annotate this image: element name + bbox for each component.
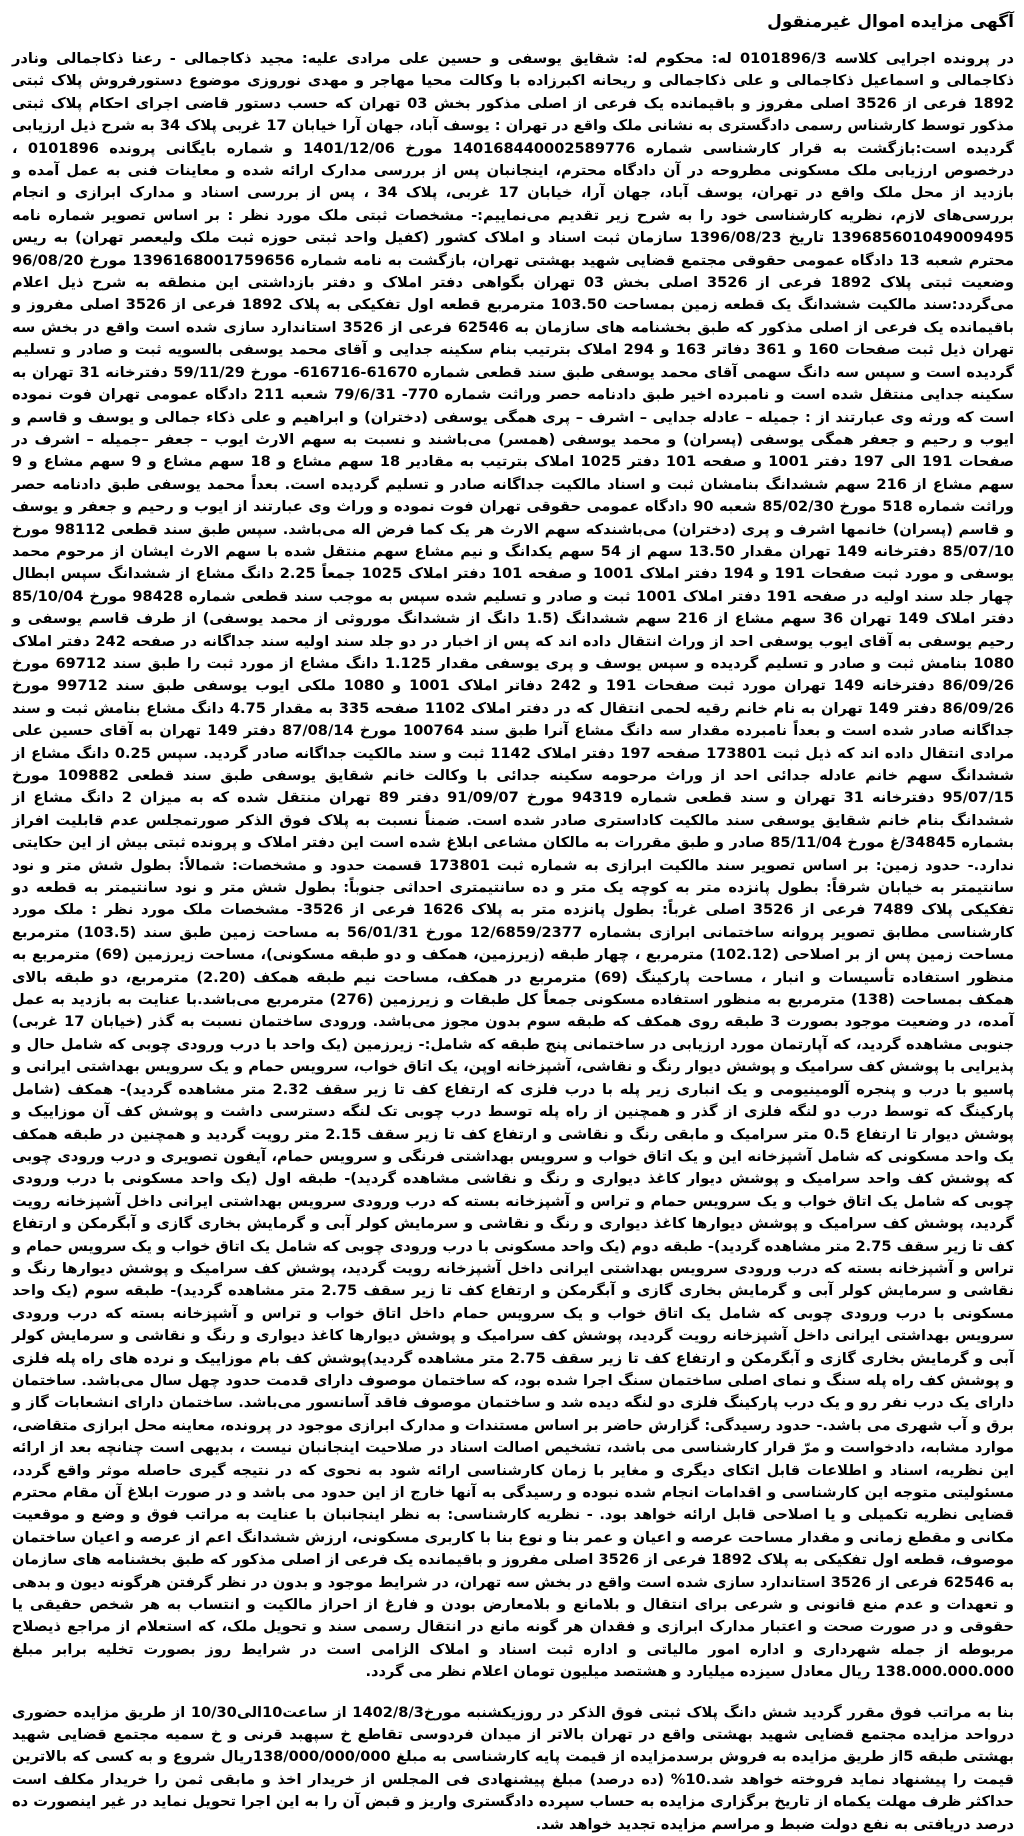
- auction-terms-paragraph: بنا به مراتب فوق مقرر گردید شش دانگ پلاک ثبتی فوق الذکر در روزیکشنبه مورخ1402/8/3 از ساعت10الی10/30 از طریق مزایده حضوری درواحد مزایده مجتمع قضایی شهید بهشتی واقع در تهران بالاتر از میدان فردوسی تقاطع خ سپهبد قرنی و خ سمیه مجتمع قضایی شهید بهشتی طبقه 5از طریق مزایده به فروش برسدمزایده از قیمت پایه کارشناسی به مبلغ 138/000/000/000ریال شروع و به کسی که بالاترین قیمت را پیشنهاد نماید فروخته خواهد شد.10% (ده درصد) مبلغ پیشنهادی فی المجلس از خریدار اخذ و مابقی ثمن را خریدار مکلف است حداکثر ظرف مهلت یکماه از تاریخ برگزاری مزایده به حساب سپرده دادگستری واریز و قبض آن را به این اجرا تحویل نماید در غیر اینصورت ده درصد دریافتی به نفع دولت ضبط و مراسم مزایده تجدید خواهد شد.: [12, 1703, 1014, 1833]
- notice-body-paragraph: در پرونده اجرایی کلاسه 0101896/3 له: محکوم له: شقایق یوسفی و حسین علی مرادی علیه: مجید ذکاجمالی - رعنا ذکاجمالی ونادر ذکاجمالی و اسماعیل ذکاجمالی و علی ذکاجمالی و ریحانه اکبرزاده با وکالت محیا مهاجر و مهدی نوروزی موضوع دستورفروش پلاک ثبتی 1892 فرعی از 3526 اصلی مفروز و باقیمانده یک فرعی از اصلی مذکور بخش 03 تهران که حسب دستور قاضی اجرای احکام پلاک ثبتی مذکور توسط کارشناس رسمی دادگستری به نشانی ملک واقع در تهران : یوسف آباد، جهان آرا خیابان 17 غربی پلاک 34 به شرح ذیل ارزیابی گردیده است:بازگشت به قرار کارشناسی شماره 140168440002589776 مورخ 1401/12/06 و شماره بایگانی پرونده 0101896 ، درخصوص ارزیابی ملک مسکونی مطروحه در آن دادگاه محترم، اینجانبان پس از بررسی مدارک ارائه شده و معاینات فنی به عمل آمده و بازدید از محل ملک واقع در تهران، یوسف آباد، جهان آرا، خیابان 17 غربی، پلاک 34 ، پس از بررسی اسناد و مدارک ابرازی و انجام بررسی‌های لازم، نظریه کارشناسی خود را به شرح زیر تقدیم می‌نماییم:- مشخصات ثبتی ملک مورد نظر : بر اساس تصویر شماره نامه 139685601049009495 تاریخ 1396/08/23 سازمان ثبت اسناد و املاک کشور (کفیل واحد ثبتی حوزه ثبت ملک ولیعصر تهران) به ریس محترم شعبه 13 دادگاه عمومی حقوقی مجتمع قضایی شهید بهشتی تهران، بازگشت به نامه شماره 139616800175​9656 مورخ 96/08/20 وضعیت ثبتی پلاک 1892 فرعی از 3526 اصلی بخش 03 تهران بگواهی دفتر املاک و دفتر بازداشتی این منطقه به شرح ذیل اعلام می‌گردد:سند مالکیت ششدانگ یک قطعه زمین بمساحت 103.50 مترمربع قطعه اول تفکیکی به پلاک 1892 فرعی از 3526 اصلی مفروز و باقیمانده یک فرعی از اصلی مذکور که طبق بخشنامه های سازمان به 62546 فرعی از 3526 استاندارد سازی شده است واقع در بخش سه تهران ذیل ثبت صفحات 160 و 361 دفاتر 163 و 294 املاک بترتیب بنام سکینه جدایی و آقای محمد یوسفی بالسویه ثبت و صادر و تسلیم گردیده است و سپس سه دانگ سهمی آقای محمد یوسفی طبق سند قطعی شماره 61670-616716- مورخ 59/11/29 دفترخانه 31 تهران به سکینه جدایی منتقل شده است و نامبرده اخیر طبق دادنامه حصر وراثت شماره 770- 79/6/31 شعبه 211 دادگاه عمومی تهران فوت نموده است که ورثه وی عبارتند از : جمیله – عادله جدایی – اشرف – پری همگی یوسفی (دختران) و ابراهیم و علی ذکاء جمالی و یوسف و قاسم و ایوب و رحیم و جعفر همگی یوسفی (پسران) و محمد یوسفی (همسر) می‌باشند و نسبت به سهم الارث ایوب – جعفر –جمیله – اشرف در صفحات 191 الی 197 دفتر 1001 و صفحه 101 دفتر 1025 املاک بترتیب به مقادیر 18 سهم مشاع و 18 سهم مشاع و 9 سهم مشاع و 9 سهم مشاع از 216 سهم ششدانگ بنامشان ثبت و اسناد مالکیت جداگانه صادر و تسلیم گردیده است. بعداً محمد یوسفی طبق دادنامه حصر وراثت شماره 518 مورخ 85/02/30 شعبه 90 دادگاه عمومی حقوقی تهران فوت نموده و وراث وی عبارتند از ایوب و رحیم و جعفر و یوسف و قاسم (پسران) خانمها اشرف و پری (دختران) می‌باشندکه سهم الارث هر یک کما فرض اله می‌باشد. سپس طبق سند قطعی 98112 مورخ 85/07/10 دفترخانه 149 تهران مقدار 13.50 سهم از 54 سهم یکدانگ و نیم مشاع سهم منتقل شده با سهم الارث ایشان از مرحوم محمد یوسفی و مورد ثبت صفحات 191 و 194 دفتر املاک 1001 و صفحه 101 دفتر املاک 1025 جمعاً 2.25 دانگ مشاع از ششدانگ سپس ابطال چهار جلد سند اولیه در صفحه 191 دفتر املاک 1001 ثبت و صادر و تسلیم شده سپس به موجب سند قطعی شماره 98428 مورخ 85/10/04 دفتر املاک 149 تهران 36 سهم مشاع از 216 سهم ششدانگ (1.5 دانگ از ششدانگ موروثی از محمد یوسفی) از طرف قاسم یوسفی و رحیم یوسفی به آقای ایوب یوسفی احد از وراث انتقال داده اند که پس از اخبار در دو جلد سند اولیه سند جداگانه در صفحه 242 دفتر املاک 1080 بنامش ثبت و صادر و تسلیم گردیده و سپس یوسف و پری یوسفی مقدار 1.125 دانگ مشاع از مورد ثبت را طبق سند 69712 مورخ 86/09/26 دفترخانه 149 تهران مورد ثبت صفحات 191 و 242 دفاتر املاک 1001 و 1080 ملکی ایوب یوسفی طبق سند 99712 مورخ 86/09/26 دفتر 149 تهران به نام خانم رقیه لحمی انتقال که در دفتر املاک 1102 صفحه 335 به مقدار 4.75 دانگ مشاع بنامش ثبت و سند جداگانه صادر شده است و بعداً نامبرده مقدار سه دانگ مشاع آنرا طبق سند 100764 مورخ 87/08/14 دفتر 149 تهران به آقای حسین علی مرادی انتقال داده اند که ذیل ثبت 173801 صفحه 197 دفتر املاک 1142 ثبت و سند مالکیت جداگانه صادر گردید. سپس 0.25 دانگ مشاع از ششدانگ سهم خانم عادله جدائی احد از وراث مرحومه سکینه جدائی با وکالت خانم شقایق یوسفی طبق سند قطعی 109882 مورخ 95/07/15 دفترخانه 31 تهران و سند قطعی شماره 94319 مورخ 91/09/07 دفتر 89 تهران منتقل شده که به میزان 2 دانگ مشاع از ششدانگ بنام خانم شقایق یوسفی سند مالکیت کاداستری صادر شده است. ضمناً نسبت به پلاک فوق الذکر صورتمجلس عدم قابلیت افراز بشماره 34845/غ مورخ 85/11/04 صادر و طبق مقررات به مالکان مشاعی ابلاغ شده است این دفتر املاک و پرونده ثبتی بیش از این حکایتی ندارد.- حدود زمین: بر اساس تصویر سند مالکیت ابرازی به شماره ثبت 173801 قسمت حدود و مشخصات: شمالاً: بطول شش متر و نود سانتیمتر به خیابان شرقاً: بطول پانزده متر به کوچه یک متر و ده سانتیمتری احداثی جنوباً: بطول شش متر و نود سانتیمتر به قطعه دو تفکیکی پلاک 7489 فرعی از 3526 اصلی غرباً: بطول پانزده متر به پلاک 1626 فرعی از 3526- مشخصات ملک مورد نظر : ملک مورد کارشناسی مطابق تصویر پروانه ساختمانی ابرازی بشماره 12/6859/2377 مورخ 56/01/31 به مساحت زمین طبق سند (103.5) مترمربع مساحت زمین پس از بر اصلاحی (102.12) مترمربع ، چهار طبقه (زیرزمین، همکف و دو طبقه مسکونی)، مساحت زیرزمین (69) مترمربع به منظور استفاده تأسیسات و انبار ، مساحت پارکینگ (69) مترمربع در همکف، مساحت نیم طبقه همکف (2.20) مترمربع، دو طبقه بالای همکف بمساحت (138) مترمربع به منظور استفاده مسکونی جمعاً کل طبقات و زیرزمین (276) مترمربع می‌باشد.با عنایت به بازدید به عمل آمده، در وضعیت موجود بصورت 3 طبقه روی همکف که طبقه سوم بدون مجوز می‌باشد. ورودی ساختمان نسبت به گذر (خیابان 17 غربی) جنوبی مشاهده گردید، که آپارتمان مورد ارزیابی در ساختمانی پنج طبقه که شامل:- زیرزمین (یک واحد با درب ورودی چوبی که شامل حال و پذیرایی با پوشش کف سرامیک و پوشش دیوار رنگ و نقاشی، آشپزخانه اوپن، یک اتاق خواب، سرویس حمام و یک سرویس بهداشتی ایرانی و پاسیو با درب و پنجره آلومینیومی و یک انباری زیر پله با درب فلزی که ارتفاع کف تا زیر سقف 2.32 متر مشاهده گردید)- همکف (شامل پارکینگ که توسط درب دو لنگه فلزی از گذر و همچنین از راه پله توسط درب چوبی تک لنگه دسترسی داشت و پوشش کف آن موزاییک و پوشش دیوار تا ارتفاع 0.5 متر سرامیک و مابقی رنگ و نقاشی و ارتفاع کف تا زیر سقف 2.15 متر رویت گردید و همچنین در طبقه همکف یک واحد مسکونی که شامل آشپزخانه این و یک اتاق خواب و سرویس بهداشتی فرنگی و سرویس حمام، آیفون تصویری و درب ورودی چوبی که پوشش کف واحد سرامیک و پوشش دیوار کاغذ دیواری و رنگ و نقاشی مشاهده گردید)- طبقه اول (یک واحد مسکونی با درب ورودی چوبی که شامل یک اتاق خواب و یک سرویس حمام و تراس و آشپزخانه بسته که درب ورودی سرویس بهداشتی ایرانی داخل آشپزخانه رویت گردید، پوشش کف سرامیک و پوشش دیوارها کاغذ دیواری و رنگ و نقاشی و سرمایش کولر آبی و گرمایش بخاری گازی و آبگرمکن و ارتفاع کف تا زیر سقف 2.75 متر مشاهده گردید)- طبقه دوم (یک واحد مسکونی با درب ورودی چوبی که شامل یک اتاق خواب و یک سرویس حمام و تراس و آشپزخانه بسته که درب ورودی سرویس بهداشتی ایرانی داخل آشپزخانه رویت گردید، پوشش کف سرامیک و پوشش دیوارها رنگ و نقاشی و سرمایش کولر آبی و گرمایش بخاری گازی و آبگرمکن و ارتفاع کف تا زیر سقف 2.75 متر مشاهده گردید)- طبقه سوم (یک واحد مسکونی با درب ورودی چوبی که شامل یک اتاق خواب و یک سرویس حمام داخل اتاق خواب و تراس و آشپزخانه بسته که درب ورودی سرویس بهداشتی ایرانی داخل آشپزخانه رویت گردید، پوشش کف سرامیک و پوشش دیوارها کاغذ دیواری و رنگ و نقاشی و سرمایش کولر آبی و گرمایش بخاری گازی و آبگرمکن و ارتفاع کف تا زیر سقف 2.75 متر مشاهده گردید)پوشش کف بام موزاییک و نرده های راه پله فلزی و پوشش کف راه پله سنگ و نمای اصلی ساختمان سنگ اجرا شده بود، که ساختمان موصوف دارای قدمت حدود چهل سال می‌باشد. ساختمان دارای یک درب نفر رو و یک درب پارکینگ فلزی دو لنگه دیده شد و ساختمان موصوف فاقد آسانسور می‌باشد. ساختمان دارای انشعابات گاز و برق و آب شهری می باشد.- حدود رسیدگی: گزارش حاضر بر اساس مستندات و مدارک ابرازی موجود در پرونده، معاینه محل ابرازی متقاضی، موارد مشابه، دادخواست و مرّ قرار کارشناسی می باشد، تشخیص اصالت اسناد در صلاحیت اینجانبان نیست ، بدیهی است چنانچه بعد از ارائه این نظریه، اسناد و اطلاعات قابل اتکای دیگری و مغایر با زمان کارشناسی ارائه شود به نحوی که در نتیجه گیری حاصله موثر واقع گردد، مسئولیتی متوجه این کارشناسی و اقدامات انجام شده نبوده و رسیدگی به آنها خارج از این حدود می باشد و در صورت ابلاغ آن مقام محترم قضایی نظریه تکمیلی و یا اصلاحی قابل ارائه خواهد بود. - نظریه کارشناسی: به نظر اینجانبان با عنایت به مراتب فوق و وضع و موقعیت مکانی و مقطع زمانی و مقدار مساحت عرصه و اعیان و عمر بنا و نوع بنا با کاربری مسکونی، ارزش ششدانگ اعم از عرصه و اعیان ساختمان موصوف، قطعه اول تفکیکی به پلاک 1892 فرعی از 3526 اصلی مفروز و باقیمانده یک فرعی از اصلی مذکور که طبق بخشنامه های سازمان به 62546 فرعی از 3526 استاندارد سازی شده است واقع در بخش سه تهران، در شرایط موجود و بدون در نظر گرفتن هرگونه دیون و بدهی و تعهدات و عدم منع قانونی و شرعی برای انتقال و بلامانع و بلامعارض بودن و فارغ از احراز مالکیت و انتساب به هر شخص حقیقی یا حقوقی و در صورت صحت و اعتبار مدارک ابرازی و فقدان هر گونه مانع در انتقال رسمی سند و تحویل ملک، که استعلام از مراجع ذیصلاح مربوطه از جمله شهرداری و اداره امور مالیاتی و اداره ثبت اسناد و املاک الزامی است در شرایط روز بصورت تخلیه برابر مبلغ 138.000.000.000 ریال معادل سیزده میلیارد و هشتصد میلیون تومان اعلام نظر می گردد.: [12, 50, 1015, 1681]
- notice-title: آگهی مزایده اموال غیرمنقول: [767, 12, 1014, 32]
